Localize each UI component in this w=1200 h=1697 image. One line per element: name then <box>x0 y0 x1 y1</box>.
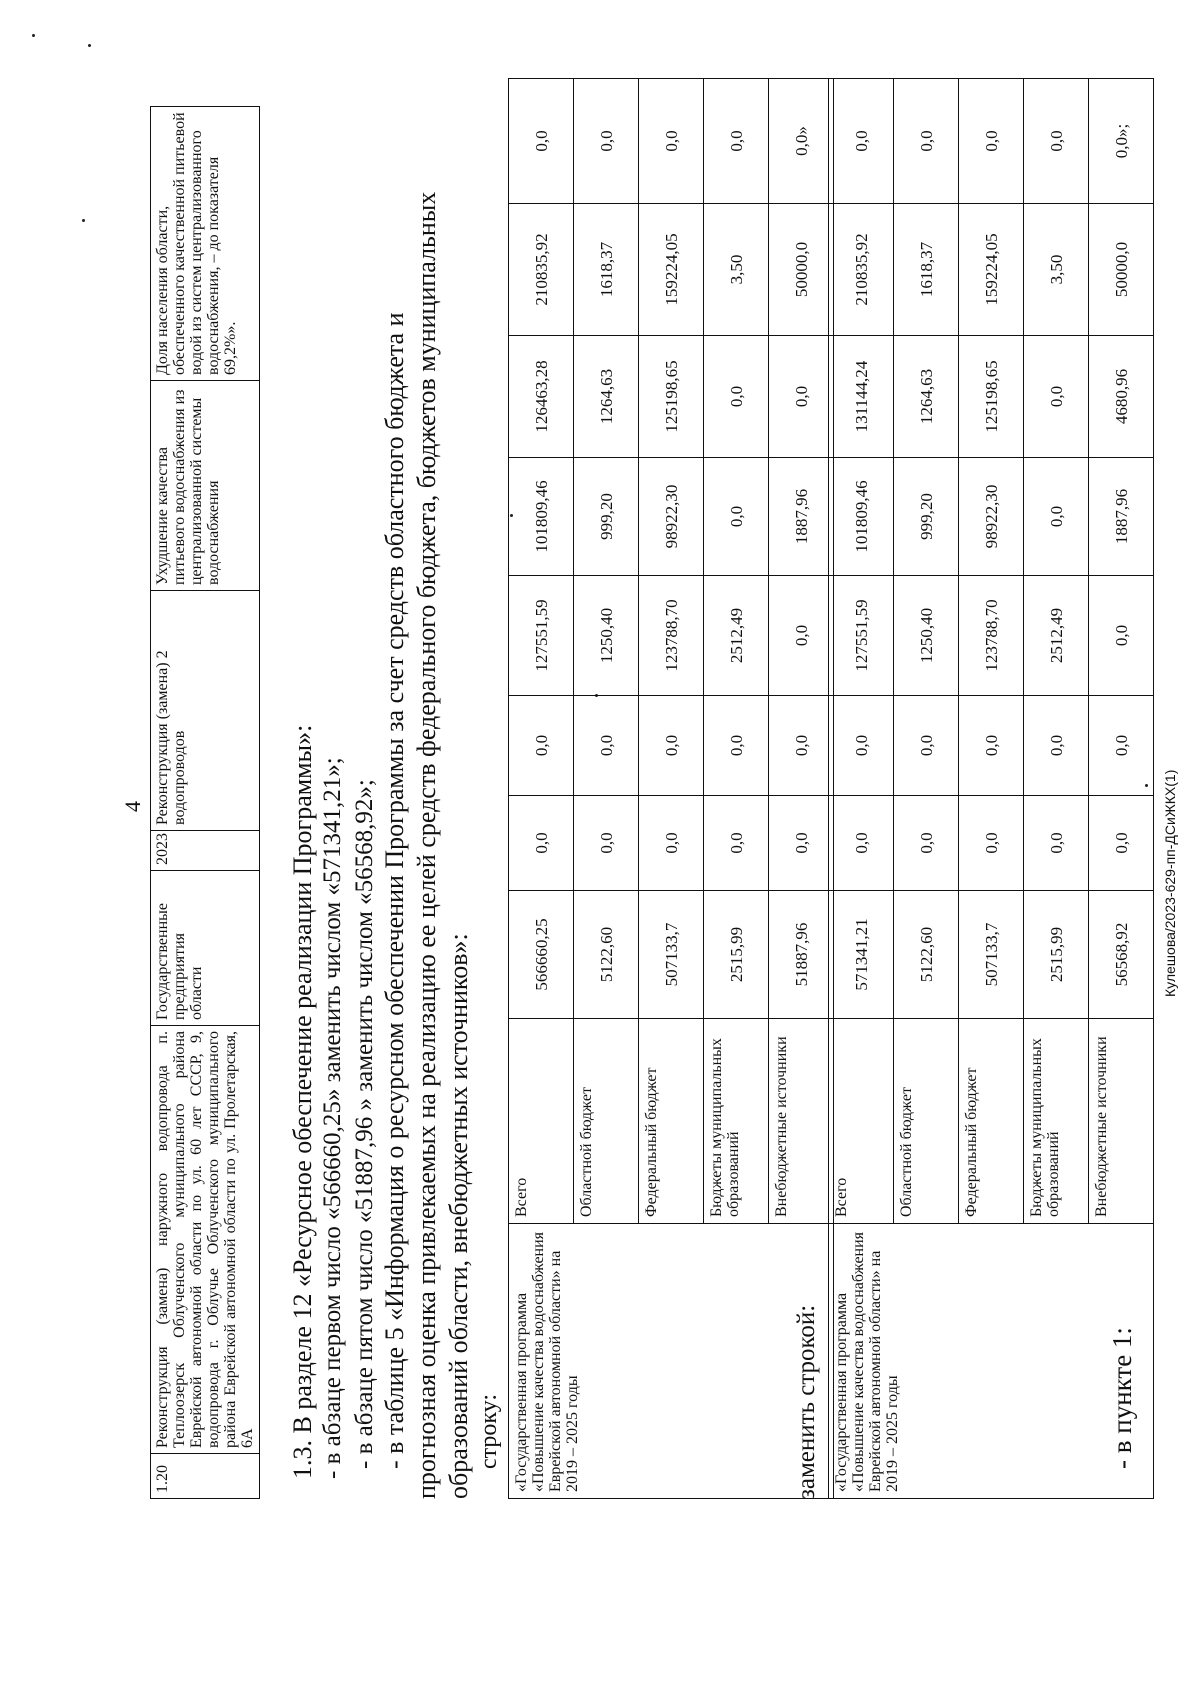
amount-cell: 571341,21 <box>829 891 894 1019</box>
amount-cell: 0,0 <box>574 796 639 891</box>
amount-cell: 0,0 <box>509 796 574 891</box>
funding-source-cell: Федеральный бюджет <box>959 1019 1024 1224</box>
table-row <box>151 107 260 1499</box>
amount-cell: 0,0 <box>509 79 574 204</box>
activity-executor: Государственные предприятия области <box>151 871 260 1026</box>
funding-source-cell: Всего <box>829 1019 894 1224</box>
amount-cell: 0,0 <box>959 696 1024 796</box>
amount-cell: 127551,59 <box>509 576 574 696</box>
amount-cell: 210835,92 <box>509 204 574 336</box>
amount-cell: 0,0 <box>1089 576 1154 696</box>
amount-cell: 101809,46 <box>509 458 574 576</box>
paragraph-fifth-item: - в абзаце пятом число «51887,96 » заменить числом «56568,92»; <box>351 779 378 1469</box>
table-row <box>509 79 574 1499</box>
amount-cell: 159224,05 <box>959 204 1024 336</box>
amount-cell: 0,0 <box>1024 336 1089 458</box>
amount-cell: 126463,28 <box>509 336 574 458</box>
amount-cell: 0,0 <box>1089 796 1154 891</box>
amount-cell: 1618,37 <box>894 204 959 336</box>
activity-description: Реконструкция (замена) наружного водопровода п. Теплоозерск Облученского муниципального района Еврейской автономной области по ул. 60 лет СССР, 9, водопровода г. Облучье Облученского муниципального района Еврейской автономной области по ул. Пролетарская, 6А <box>151 1026 260 1454</box>
paragraph-table5-line1: - в таблице 5 «Информация о ресурсном обеспечении Программы за счет средств областного бюджета и <box>380 312 409 1469</box>
table-row <box>829 79 894 1499</box>
row-label: строку: <box>476 1393 502 1469</box>
amount-cell: 0,0»; <box>1089 79 1154 204</box>
amount-cell: 0,0 <box>1089 696 1154 796</box>
amount-cell: 0,0 <box>704 336 769 458</box>
amount-cell: 2515,99 <box>704 891 769 1019</box>
amount-cell: 127551,59 <box>829 576 894 696</box>
footer-code: Кулешова/2023-629-пп-ДСиЖКХ(1) <box>1162 769 1178 997</box>
amount-cell: 999,20 <box>574 458 639 576</box>
amount-cell: 131144,24 <box>829 336 894 458</box>
amount-cell: 0,0 <box>829 696 894 796</box>
amount-cell: 0,0 <box>959 796 1024 891</box>
activity-indicator: Доля населения области, обеспеченного качественной питьевой водой из систем централизованного водоснабжения, – до показателя 69,2%». <box>151 107 260 381</box>
amount-cell: 2512,49 <box>704 576 769 696</box>
resource-table-old <box>508 78 834 1499</box>
page-number: 4 <box>120 801 145 812</box>
amount-cell: 0,0 <box>574 79 639 204</box>
funding-source-cell: Бюджеты муниципальных образований <box>1024 1019 1089 1224</box>
amount-cell: 98922,30 <box>639 458 704 576</box>
paragraph-1-3: 1.3. В разделе 12 «Ресурсное обеспечение реализации Программы»: <box>288 724 317 1479</box>
amount-cell: 98922,30 <box>959 458 1024 576</box>
amount-cell: 0,0 <box>704 796 769 891</box>
amount-cell: 0,0 <box>704 696 769 796</box>
amount-cell: 0,0 <box>1024 79 1089 204</box>
amount-cell: 123788,70 <box>639 576 704 696</box>
amount-cell: 0,0 <box>769 796 834 891</box>
amount-cell: 0,0 <box>894 796 959 891</box>
amount-cell: 123788,70 <box>959 576 1024 696</box>
activity-result: Реконструкция (замена) 2 водопроводов <box>151 591 260 831</box>
bottom-paragraph: - в пункте 1: <box>1107 1327 1137 1469</box>
amount-cell: 1887,96 <box>769 458 834 576</box>
paragraph-table5-line3: образований области, внебюджетных источников»: <box>444 933 473 1499</box>
amount-cell: 159224,05 <box>639 204 704 336</box>
amount-cell: 125198,65 <box>639 336 704 458</box>
funding-source-cell: Областной бюджет <box>574 1019 639 1224</box>
amount-cell: 0,0 <box>769 576 834 696</box>
amount-cell: 1250,40 <box>574 576 639 696</box>
amount-cell: 1887,96 <box>1089 458 1154 576</box>
amount-cell: 2512,49 <box>1024 576 1089 696</box>
amount-cell: 0,0 <box>574 696 639 796</box>
amount-cell: 4680,96 <box>1089 336 1154 458</box>
amount-cell: 566660,25 <box>509 891 574 1019</box>
replace-label: заменить строкой: <box>793 1304 820 1499</box>
amount-cell: 1264,63 <box>574 336 639 458</box>
funding-source-cell: Всего <box>509 1019 574 1224</box>
amount-cell: 1264,63 <box>894 336 959 458</box>
amount-cell: 210835,92 <box>829 204 894 336</box>
amount-cell: 0,0 <box>639 79 704 204</box>
amount-cell: 56568,92 <box>1089 891 1154 1019</box>
amount-cell: 0,0 <box>959 79 1024 204</box>
amount-cell: 5122,60 <box>894 891 959 1019</box>
amount-cell: 507133,7 <box>959 891 1024 1019</box>
scan-speck <box>88 44 91 47</box>
amount-cell: 0,0» <box>769 79 834 204</box>
amount-cell: 0,0 <box>704 458 769 576</box>
amount-cell: 0,0 <box>639 696 704 796</box>
scan-speck <box>32 34 35 37</box>
amount-cell: 0,0 <box>894 696 959 796</box>
resource-table-new <box>828 78 1154 1499</box>
amount-cell: 0,0 <box>1024 796 1089 891</box>
amount-cell: 1618,37 <box>574 204 639 336</box>
funding-source-cell: Федеральный бюджет <box>639 1019 704 1224</box>
amount-cell: 2515,99 <box>1024 891 1089 1019</box>
funding-source-cell: Областной бюджет <box>894 1019 959 1224</box>
paragraph-first-item: - в абзаце первом число «566660,25» заменить числом «571341,21»; <box>319 757 346 1479</box>
amount-cell: 0,0 <box>509 696 574 796</box>
funding-source-cell: Внебюджетные источники <box>1089 1019 1154 1224</box>
amount-cell: 5122,60 <box>574 891 639 1019</box>
amount-cell: 0,0 <box>829 79 894 204</box>
activity-year: 2023 <box>151 831 260 871</box>
amount-cell: 50000,0 <box>1089 204 1154 336</box>
amount-cell: 50000,0 <box>769 204 834 336</box>
amount-cell: 0,0 <box>769 336 834 458</box>
amount-cell: 3,50 <box>704 204 769 336</box>
row-number: 1.20 <box>151 1454 260 1499</box>
amount-cell: 999,20 <box>894 458 959 576</box>
funding-source-cell: Внебюджетные источники <box>769 1019 834 1224</box>
amount-cell: 0,0 <box>1024 696 1089 796</box>
program-name-cell: «Государственная программа «Повышение качества водоснабжения Еврейской автономной области» на 2019 – 2025 годы <box>829 1224 1154 1499</box>
paragraph-table5-line2: прогнозная оценка привлекаемых на реализацию ее целей средств федерального бюджета, бюджетов муниципальных <box>412 191 441 1499</box>
amount-cell: 3,50 <box>1024 204 1089 336</box>
amount-cell: 0,0 <box>1024 458 1089 576</box>
activity-consequence: Ухудшение качества питьевого водоснабжения из централизованной системы водоснабжения <box>151 381 260 591</box>
amount-cell: 0,0 <box>639 796 704 891</box>
scan-speck <box>82 219 85 222</box>
amount-cell: 0,0 <box>829 796 894 891</box>
program-name-cell: «Государственная программа «Повышение качества водоснабжения Еврейской автономной области» на 2019 – 2025 годы <box>509 1224 834 1499</box>
funding-source-cell: Бюджеты муниципальных образований <box>704 1019 769 1224</box>
amount-cell: 0,0 <box>704 79 769 204</box>
amount-cell: 0,0 <box>769 696 834 796</box>
amount-cell: 51887,96 <box>769 891 834 1019</box>
amount-cell: 125198,65 <box>959 336 1024 458</box>
amount-cell: 101809,46 <box>829 458 894 576</box>
amount-cell: 507133,7 <box>639 891 704 1019</box>
amount-cell: 0,0 <box>894 79 959 204</box>
program-activities-table <box>150 106 260 1499</box>
amount-cell: 1250,40 <box>894 576 959 696</box>
